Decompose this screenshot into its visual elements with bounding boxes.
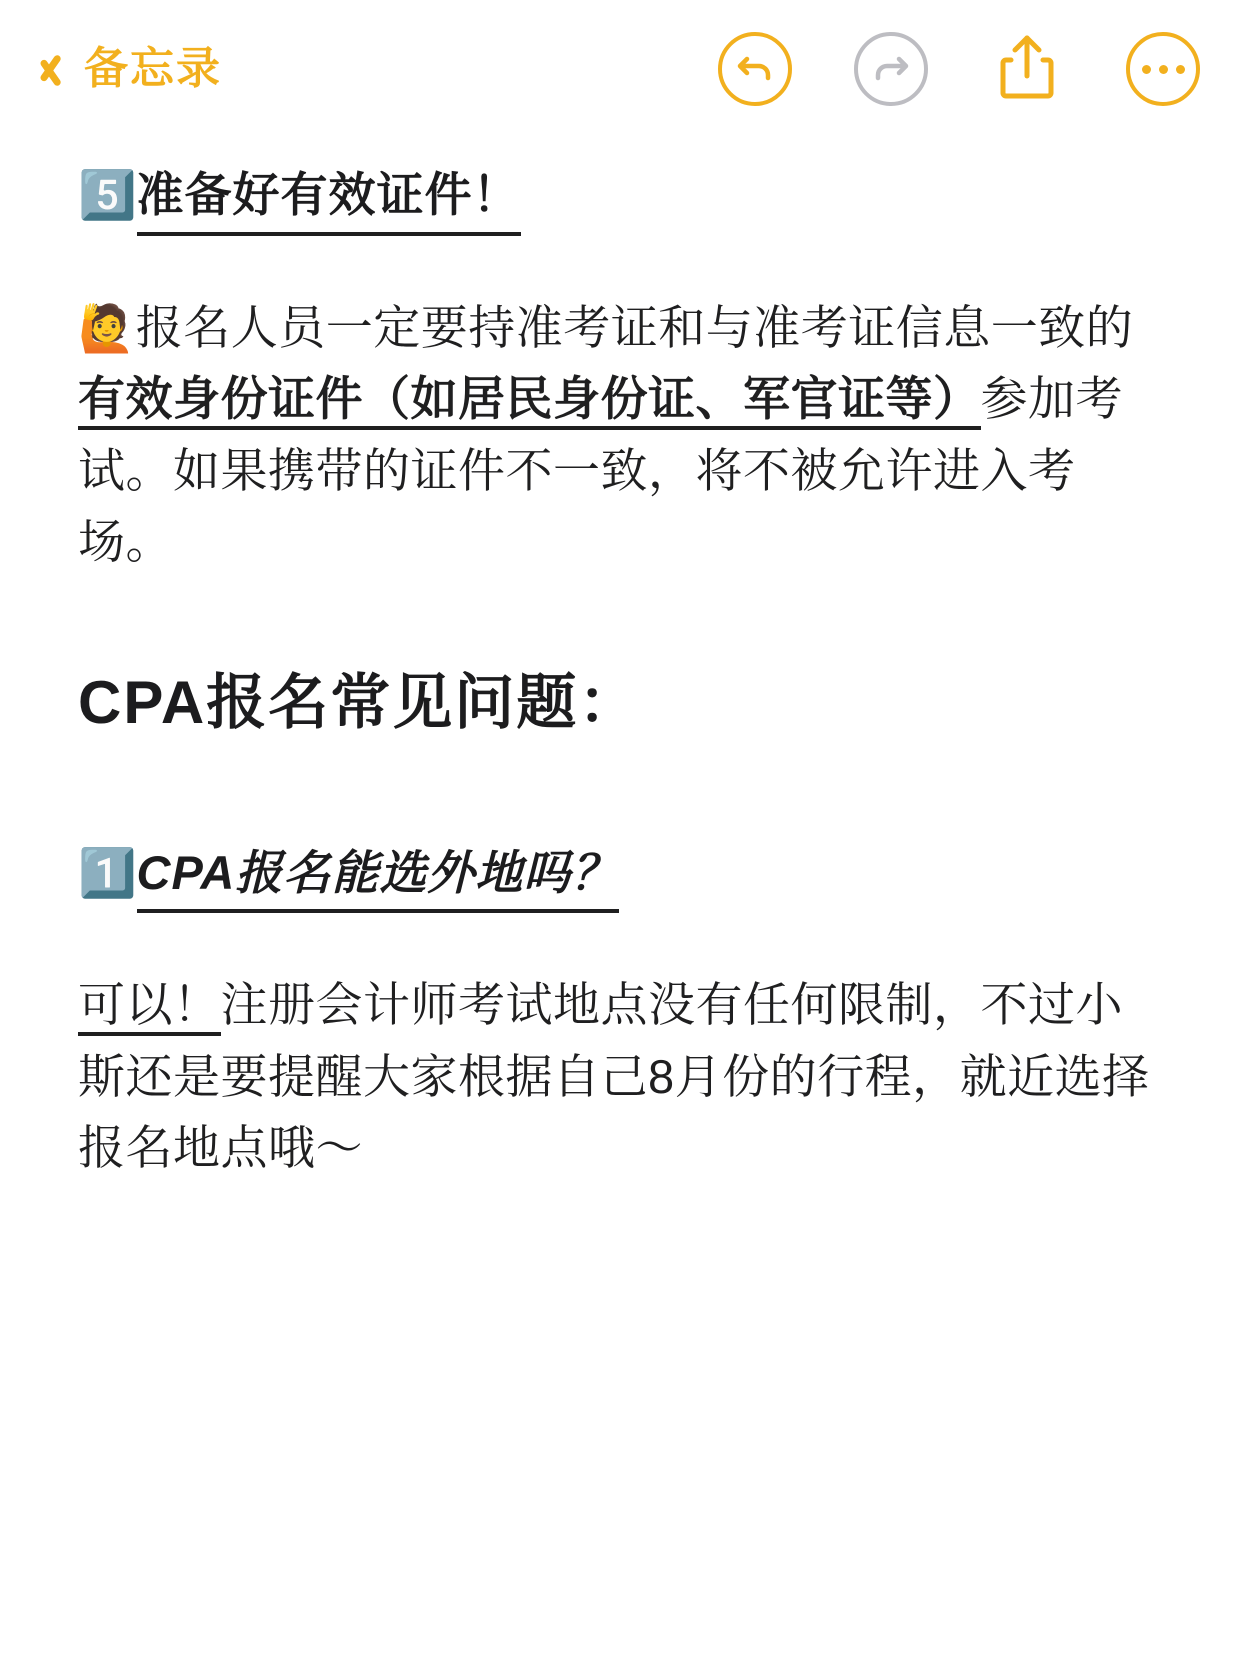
question-1-heading bbox=[78, 838, 1164, 914]
note-toolbar bbox=[0, 0, 1242, 138]
back-button[interactable] bbox=[36, 41, 222, 97]
section-5-heading bbox=[78, 160, 1164, 236]
section-5-body-part1: 报名人员一定要持准考证和与准考证信息一致的 bbox=[135, 300, 1134, 354]
section-5-body bbox=[78, 292, 1164, 578]
answer-body: 注册会计师考试地点没有任何限制，不过小斯还是要提醒大家根据自己8月份的行程，就近选择报名地点哦～ bbox=[78, 978, 1150, 1175]
section-5-body-part2: 参加考试。如果携带的证件不一致，将不被允许进入考场。 bbox=[78, 372, 1123, 569]
more-icon bbox=[1142, 65, 1185, 74]
redo-button[interactable] bbox=[854, 32, 928, 106]
content-spacer bbox=[78, 1236, 1164, 1314]
number-1-emoji: 1️⃣ bbox=[78, 845, 137, 899]
share-icon bbox=[998, 32, 1056, 107]
section-5-heading-text: 准备好有效证件！ bbox=[137, 160, 521, 236]
back-chevron-icon[interactable] bbox=[36, 41, 70, 97]
undo-icon bbox=[733, 49, 777, 89]
number-5-emoji: 5️⃣ bbox=[78, 168, 137, 221]
answer-lead: 可以！ bbox=[78, 978, 221, 1036]
more-button[interactable] bbox=[1126, 32, 1200, 106]
back-label: 备忘录 bbox=[84, 44, 222, 93]
faq-title: CPA报名常见问题： bbox=[78, 668, 641, 736]
share-button[interactable] bbox=[990, 32, 1064, 106]
redo-icon bbox=[869, 49, 913, 89]
undo-button[interactable] bbox=[718, 32, 792, 106]
question-1-answer bbox=[78, 969, 1164, 1183]
question-1-heading-text: CPA报名能选外地吗？ bbox=[137, 838, 620, 914]
note-content[interactable] bbox=[0, 138, 1242, 1314]
section-5-body-underline: 有效身份证件（如居民身份证、军官证等） bbox=[78, 372, 981, 430]
person-raising-hand-emoji: 🙋 bbox=[78, 301, 136, 354]
